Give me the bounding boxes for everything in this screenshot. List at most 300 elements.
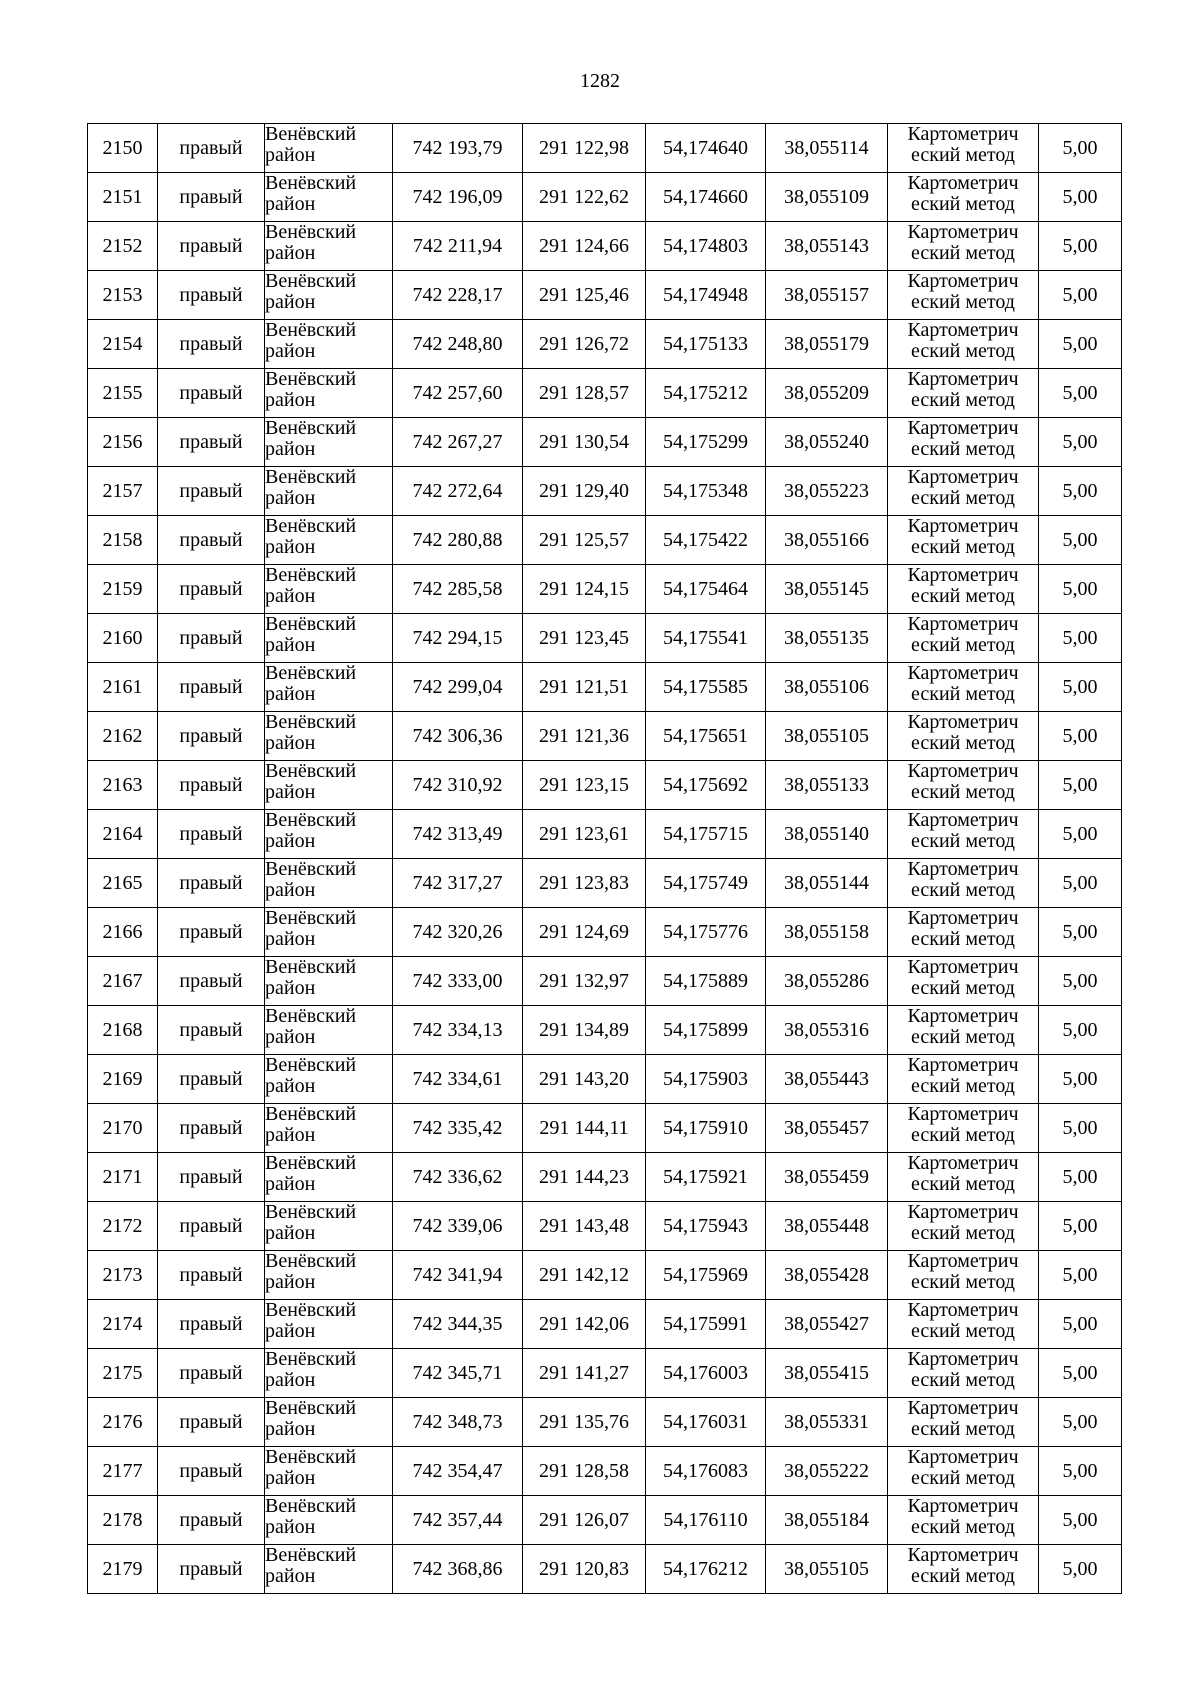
point-number-cell [88,1349,158,1398]
method-text: Картометрич [907,466,1019,488]
x-coordinate-cell [393,712,523,761]
district-cell [265,663,393,712]
longitude-text: 38,055459 [784,1165,869,1188]
bank-side-text: правый [179,1459,243,1482]
bank-side-cell [158,418,265,467]
bank-side-cell [158,222,265,271]
accuracy-cell [1039,761,1122,810]
point-number-text: 2172 [102,1214,143,1237]
x-coordinate-text: 742 335,42 [412,1116,503,1139]
point-number-cell [88,1496,158,1545]
latitude-cell [646,957,766,1006]
method-text: Картометрич [907,613,1019,635]
longitude-cell [766,712,888,761]
accuracy-text: 5,00 [1062,675,1098,698]
accuracy-cell [1039,369,1122,418]
latitude-text: 54,175651 [663,724,748,747]
y-coordinate-text: 291 123,15 [539,773,629,796]
district-text: район [265,683,316,705]
method-text: Картометрич [907,564,1019,586]
point-number-cell [88,1447,158,1496]
latitude-cell [646,1300,766,1349]
district-text: Венёвский [265,1495,357,1517]
method-cell [888,418,1039,467]
accuracy-cell [1039,614,1122,663]
point-number-text: 2164 [102,822,143,845]
y-coordinate-cell [523,957,646,1006]
district-text: район [265,438,316,460]
point-number-text: 2157 [102,479,143,502]
district-text: район [265,1516,316,1538]
longitude-text: 38,055428 [784,1263,869,1286]
district-text: район [265,340,316,362]
district-text: район [265,732,316,754]
bank-side-text: правый [179,1312,243,1335]
district-cell [265,1104,393,1153]
table-row [88,369,1122,418]
x-coordinate-cell [393,1398,523,1447]
latitude-cell [646,565,766,614]
latitude-cell [646,124,766,173]
y-coordinate-text: 291 123,83 [539,871,629,894]
x-coordinate-text: 742 272,64 [412,479,503,502]
longitude-text: 38,055427 [784,1312,869,1335]
district-text: район [265,1320,316,1342]
x-coordinate-text: 742 228,17 [412,283,503,306]
bank-side-cell [158,663,265,712]
y-coordinate-cell [523,1545,646,1594]
longitude-cell [766,1398,888,1447]
longitude-cell [766,271,888,320]
point-number-cell [88,1251,158,1300]
accuracy-cell [1039,1447,1122,1496]
x-coordinate-cell [393,369,523,418]
y-coordinate-text: 291 123,61 [539,822,629,845]
bank-side-text: правый [179,1116,243,1139]
table-row [88,908,1122,957]
longitude-text: 38,055222 [784,1459,869,1482]
accuracy-text: 5,00 [1062,822,1098,845]
y-coordinate-text: 291 143,48 [539,1214,629,1237]
bank-side-cell [158,957,265,1006]
table-row [88,124,1122,173]
point-number-cell [88,320,158,369]
method-text: еский метод [911,732,1015,754]
y-coordinate-cell [523,1251,646,1300]
bank-side-cell [158,1398,265,1447]
point-number-text: 2159 [102,577,143,600]
method-text: еский метод [911,1320,1015,1342]
bank-side-cell [158,761,265,810]
accuracy-text: 5,00 [1062,871,1098,894]
x-coordinate-cell [393,1055,523,1104]
method-text: Картометрич [907,858,1019,880]
longitude-cell [766,1104,888,1153]
point-number-cell [88,614,158,663]
point-number-text: 2162 [102,724,143,747]
district-cell [265,859,393,908]
district-cell [265,1496,393,1545]
accuracy-cell [1039,271,1122,320]
y-coordinate-cell [523,1447,646,1496]
accuracy-text: 5,00 [1062,1018,1098,1041]
point-number-cell [88,565,158,614]
point-number-text: 2152 [102,234,143,257]
y-coordinate-cell [523,1349,646,1398]
y-coordinate-cell [523,908,646,957]
y-coordinate-cell [523,1398,646,1447]
y-coordinate-cell [523,222,646,271]
accuracy-cell [1039,1300,1122,1349]
y-coordinate-cell [523,124,646,173]
y-coordinate-text: 291 124,69 [539,920,629,943]
bank-side-text: правый [179,185,243,208]
accuracy-text: 5,00 [1062,1312,1098,1335]
accuracy-cell [1039,663,1122,712]
latitude-text: 54,174803 [663,234,748,257]
accuracy-cell [1039,173,1122,222]
accuracy-cell [1039,810,1122,859]
accuracy-cell [1039,1153,1122,1202]
point-number-cell [88,1202,158,1251]
method-text: Картометрич [907,662,1019,684]
x-coordinate-text: 742 348,73 [412,1410,503,1433]
district-text: Венёвский [265,1397,357,1419]
method-cell [888,173,1039,222]
point-number-cell [88,516,158,565]
district-cell [265,124,393,173]
y-coordinate-text: 291 122,62 [539,185,629,208]
district-cell [265,1006,393,1055]
table-row [88,467,1122,516]
accuracy-cell [1039,1202,1122,1251]
district-cell [265,957,393,1006]
bank-side-text: правый [179,773,243,796]
longitude-cell [766,565,888,614]
accuracy-text: 5,00 [1062,185,1098,208]
x-coordinate-cell [393,761,523,810]
longitude-text: 38,055415 [784,1361,869,1384]
point-number-cell [88,173,158,222]
latitude-text: 54,175348 [663,479,748,502]
accuracy-text: 5,00 [1062,332,1098,355]
latitude-text: 54,175921 [663,1165,748,1188]
district-text: Венёвский [265,858,357,880]
longitude-text: 38,055223 [784,479,869,502]
district-text: район [265,487,316,509]
point-number-cell [88,1006,158,1055]
table-row [88,1006,1122,1055]
x-coordinate-text: 742 285,58 [412,577,503,600]
bank-side-cell [158,1496,265,1545]
point-number-cell [88,957,158,1006]
y-coordinate-cell [523,1153,646,1202]
point-number-cell [88,712,158,761]
longitude-text: 38,055331 [784,1410,869,1433]
method-cell [888,124,1039,173]
bank-side-cell [158,565,265,614]
point-number-cell [88,1153,158,1202]
x-coordinate-cell [393,1006,523,1055]
y-coordinate-cell [523,1104,646,1153]
district-cell [265,614,393,663]
accuracy-cell [1039,516,1122,565]
accuracy-cell [1039,712,1122,761]
district-text: Венёвский [265,368,357,390]
table-row [88,222,1122,271]
longitude-text: 38,055316 [784,1018,869,1041]
table-row [88,761,1122,810]
longitude-text: 38,055166 [784,528,869,551]
district-text: Венёвский [265,1446,357,1468]
x-coordinate-cell [393,124,523,173]
point-number-cell [88,271,158,320]
point-number-text: 2153 [102,283,143,306]
latitude-cell [646,1496,766,1545]
y-coordinate-text: 291 125,46 [539,283,629,306]
accuracy-text: 5,00 [1062,234,1098,257]
accuracy-text: 5,00 [1062,1557,1098,1580]
method-text: Картометрич [907,515,1019,537]
point-number-cell [88,222,158,271]
method-cell [888,1055,1039,1104]
district-cell [265,1300,393,1349]
latitude-text: 54,175585 [663,675,748,698]
point-number-text: 2169 [102,1067,143,1090]
accuracy-text: 5,00 [1062,1361,1098,1384]
method-text: еский метод [911,1271,1015,1293]
district-cell [265,810,393,859]
district-text: Венёвский [265,760,357,782]
bank-side-text: правый [179,1165,243,1188]
method-cell [888,1153,1039,1202]
accuracy-text: 5,00 [1062,430,1098,453]
table-row [88,712,1122,761]
y-coordinate-cell [523,1055,646,1104]
longitude-cell [766,663,888,712]
method-cell [888,369,1039,418]
method-cell [888,1447,1039,1496]
method-text: еский метод [911,438,1015,460]
bank-side-cell [158,1202,265,1251]
accuracy-cell [1039,1251,1122,1300]
accuracy-text: 5,00 [1062,1165,1098,1188]
accuracy-cell [1039,1496,1122,1545]
latitude-text: 54,175776 [663,920,748,943]
method-text: Картометрич [907,907,1019,929]
district-text: Венёвский [265,417,357,439]
y-coordinate-text: 291 128,58 [539,1459,629,1482]
y-coordinate-text: 291 134,89 [539,1018,629,1041]
latitude-text: 54,176031 [663,1410,748,1433]
bank-side-text: правый [179,920,243,943]
district-cell [265,418,393,467]
longitude-text: 38,055158 [784,920,869,943]
district-text: район [265,1075,316,1097]
method-text: Картометрич [907,1299,1019,1321]
longitude-cell [766,761,888,810]
bank-side-cell [158,1349,265,1398]
method-text: Картометрич [907,417,1019,439]
y-coordinate-cell [523,1202,646,1251]
district-text: район [265,193,316,215]
longitude-text: 38,055140 [784,822,869,845]
district-cell [265,565,393,614]
point-number-text: 2158 [102,528,143,551]
y-coordinate-text: 291 120,83 [539,1557,629,1580]
latitude-text: 54,175212 [663,381,748,404]
district-text: Венёвский [265,956,357,978]
district-text: Венёвский [265,466,357,488]
accuracy-text: 5,00 [1062,969,1098,992]
latitude-cell [646,271,766,320]
latitude-text: 54,176083 [663,1459,748,1482]
longitude-cell [766,1545,888,1594]
longitude-cell [766,222,888,271]
longitude-cell [766,1055,888,1104]
accuracy-text: 5,00 [1062,283,1098,306]
method-text: Картометрич [907,1544,1019,1566]
method-text: еский метод [911,389,1015,411]
x-coordinate-text: 742 320,26 [412,920,503,943]
method-text: еский метод [911,193,1015,215]
method-text: Картометрич [907,319,1019,341]
district-text: Венёвский [265,1103,357,1125]
bank-side-cell [158,1545,265,1594]
latitude-cell [646,1202,766,1251]
latitude-text: 54,176212 [663,1557,748,1580]
latitude-cell [646,1104,766,1153]
district-text: район [265,144,316,166]
district-cell [265,467,393,516]
table-row [88,271,1122,320]
x-coordinate-text: 742 299,04 [412,675,503,698]
district-cell [265,1202,393,1251]
district-text: Венёвский [265,907,357,929]
method-cell [888,1300,1039,1349]
bank-side-cell [158,516,265,565]
point-number-text: 2178 [102,1508,143,1531]
method-text: еский метод [911,879,1015,901]
longitude-text: 38,055106 [784,675,869,698]
latitude-text: 54,175889 [663,969,748,992]
accuracy-cell [1039,124,1122,173]
x-coordinate-text: 742 267,27 [412,430,503,453]
district-cell [265,271,393,320]
bank-side-cell [158,859,265,908]
latitude-cell [646,369,766,418]
method-text: Картометрич [907,1201,1019,1223]
method-text: еский метод [911,144,1015,166]
x-coordinate-text: 742 196,09 [412,185,503,208]
longitude-cell [766,418,888,467]
accuracy-text: 5,00 [1062,626,1098,649]
y-coordinate-text: 291 135,76 [539,1410,629,1433]
district-text: район [265,536,316,558]
point-number-cell [88,663,158,712]
y-coordinate-text: 291 128,57 [539,381,629,404]
longitude-text: 38,055133 [784,773,869,796]
x-coordinate-cell [393,222,523,271]
accuracy-cell [1039,565,1122,614]
longitude-text: 38,055105 [784,724,869,747]
x-coordinate-text: 742 341,94 [412,1263,503,1286]
x-coordinate-text: 742 368,86 [412,1557,503,1580]
district-text: Венёвский [265,1250,357,1272]
y-coordinate-cell [523,320,646,369]
accuracy-cell [1039,467,1122,516]
bank-side-text: правый [179,136,243,159]
bank-side-text: правый [179,871,243,894]
y-coordinate-text: 291 121,51 [539,675,629,698]
point-number-text: 2176 [102,1410,143,1433]
latitude-cell [646,614,766,663]
table-row [88,516,1122,565]
longitude-cell [766,1447,888,1496]
latitude-text: 54,174660 [663,185,748,208]
district-cell [265,1153,393,1202]
method-text: еский метод [911,1222,1015,1244]
latitude-cell [646,1153,766,1202]
method-cell [888,565,1039,614]
longitude-text: 38,055179 [784,332,869,355]
district-cell [265,1545,393,1594]
district-cell [265,1251,393,1300]
method-text: еский метод [911,340,1015,362]
district-text: район [265,1222,316,1244]
district-text: район [265,291,316,313]
latitude-cell [646,1251,766,1300]
latitude-text: 54,175299 [663,430,748,453]
method-text: Картометрич [907,1348,1019,1370]
y-coordinate-text: 291 126,07 [539,1508,629,1531]
method-text: еский метод [911,242,1015,264]
district-text: Венёвский [265,809,357,831]
method-text: Картометрич [907,221,1019,243]
accuracy-text: 5,00 [1062,1116,1098,1139]
latitude-text: 54,175464 [663,577,748,600]
method-cell [888,1496,1039,1545]
method-text: Картометрич [907,1397,1019,1419]
method-text: Картометрич [907,809,1019,831]
x-coordinate-cell [393,859,523,908]
table-row [88,810,1122,859]
x-coordinate-cell [393,1496,523,1545]
district-text: район [265,1418,316,1440]
point-number-cell [88,1104,158,1153]
y-coordinate-cell [523,1300,646,1349]
x-coordinate-text: 742 344,35 [412,1312,503,1335]
point-number-text: 2165 [102,871,143,894]
method-cell [888,1006,1039,1055]
method-text: еский метод [911,1124,1015,1146]
district-text: Венёвский [265,270,357,292]
district-text: район [265,585,316,607]
y-coordinate-text: 291 123,45 [539,626,629,649]
latitude-cell [646,810,766,859]
longitude-cell [766,810,888,859]
method-text: Картометрич [907,1250,1019,1272]
point-number-text: 2174 [102,1312,143,1335]
method-cell [888,222,1039,271]
bank-side-cell [158,908,265,957]
latitude-cell [646,1545,766,1594]
longitude-text: 38,055240 [784,430,869,453]
accuracy-text: 5,00 [1062,1508,1098,1531]
point-number-cell [88,1398,158,1447]
point-number-cell [88,369,158,418]
accuracy-text: 5,00 [1062,1067,1098,1090]
